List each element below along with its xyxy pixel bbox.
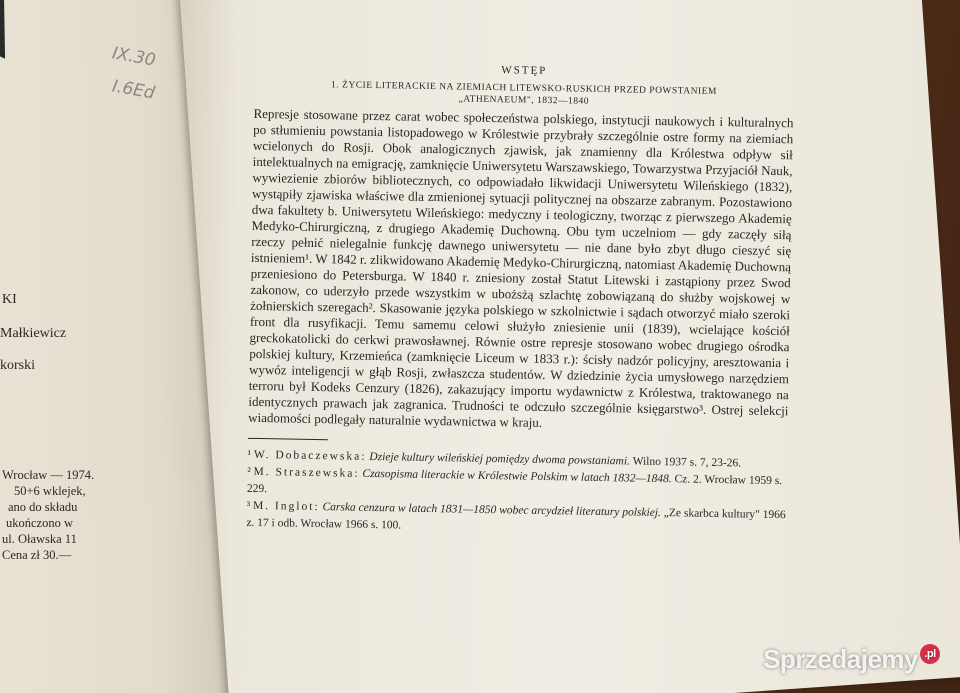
right-page	[178, 0, 960, 693]
left-line: ano do składu	[8, 500, 78, 514]
footnote-details: Wilno 1937 s. 7, 23-26.	[632, 455, 742, 470]
site-watermark	[763, 644, 940, 675]
left-line: KI	[2, 292, 17, 307]
footnote-details: Cz. 2. Wrocław 1959 s. 229.	[246, 473, 783, 496]
footnote-title: Carska cenzura w latach 1831—1850 wobec arcydzieł literatury polskiej.	[322, 501, 662, 520]
section-heading-line2: „ATHENAEUM", 1832—1840	[458, 94, 590, 107]
footnote-author: M. Inglot:	[252, 499, 320, 514]
left-line: 50+6 wklejek,	[14, 484, 86, 498]
watermark-name: Sprzedajemy	[763, 644, 918, 674]
footnote-mark: ¹	[247, 448, 252, 461]
footnote-title: Dzieje kultury wileńskiej pomiędzy dwoma powstaniami.	[369, 450, 631, 468]
footnote-mark: ²	[247, 465, 251, 478]
watermark-tld-badge: .pl	[920, 644, 940, 664]
footnote-mark: ³	[246, 499, 251, 512]
body-paragraph	[248, 106, 794, 435]
footnote-title: Czasopisma literackie w Królestwie Polskim w latach 1832—1848.	[362, 467, 672, 486]
footnote-details: „Ze skarbca kultury" 1966 z. 17 i odb. Wrocław 1966 s. 100.	[246, 507, 786, 532]
dark-corner	[0, 0, 5, 59]
page-content	[246, 60, 794, 541]
footnote-author: W. Dobaczewska:	[253, 448, 367, 463]
footnotes	[246, 447, 787, 541]
paragraph-text: Represje stosowane przez carat wobec społeczeństwa polskiego, instytucji naukowych i kulturalnych po stłumieniu powstania listopadowego w Królestwie przybrały szczególnie ostre formy na ziemiach wcielonych do Rosji. Obok analogicznych zjawisk, jak znamienny dla Królestwa odpływ sił intelektualnych na emigrację, zamknięcie Uniwersytetu Warszawskiego, Towarzystwa Przyjaciół Nauk, wywiezienie zbiorów bibliotecznych, co odpowiadało likwidacji Uniwersytetu Wileńskiego (1832), wystąpiły zjawiska właściwe dla zmienionej sytuacji politycznej na obszarze zabranym. Pozostawiono dwa fakultety b. Uniwersytetu Wileńskiego: medyczny i teologiczny, tworząc z pierwszego Akademię Medyko-Chirurgiczną, z drugiego Akademię Duchowną. Obu tym uczelniom — gdy zaczęły siłą rzeczy pełnić nielegalnie funkcję dawnego uniwersytetu — nie dane było zbyt długo cieszyć się istnieniem¹. W 1842 r. zlikwidowano Akademię Medyko-Chirurgiczną, natomiast Akademię Duchowną przeniesiono do Petersburga. W 1840 r. zniesiony został Statut Litewski i zastąpiony przez Swod zakonow, co uderzyło przede wszystkim w ubożsżą szlachtę zobowiązaną do służby wojskowej w żołnierskich szeregach². Skasowanie języka polskiego w szkolnictwie i sądach otworzyć miało szeroki front dla rusyfikacji. Temu samemu celowi służyło zniesienie unii (1839), wcielające kościół greckokatolicki do cerkwi prawosławnej. Równie ostre represje stosowano wobec drugiego ośrodka polskiej kultury, Krzemieńca (zamknięcie Liceum w 1833 r.): ścisły nadzór policyjny, aresztowania i wywóz inteligencji w głąb Rosji, zwłaszcza studentów. W dziedzinie życia umysłowego narzędziem terroru był Kodeks Cenzury (1826), zakazujący importu wydawnictw z Królestwa, traktowanego na identycznych prawach jak zagranica. Trudności te odczuło szczególnie księgarstwo³. Ostrej selekcji wiadomości podlegały naturalnie wydawnictwa w kraju.	[248, 105, 794, 430]
pencil-note-1: IX.30	[110, 43, 158, 71]
left-line: Małkiewicz	[0, 326, 67, 341]
left-line: korski	[0, 358, 35, 373]
pencil-note-2: I.6Ed	[110, 76, 157, 104]
left-line: ul. Oławska 11	[2, 532, 77, 546]
footnote-rule	[248, 438, 328, 440]
chapter-heading: WSTĘP	[501, 64, 548, 77]
footnote-author: M. Straszewska:	[253, 465, 360, 480]
section-heading-line1: 1. ŻYCIE LITERACKIE NA ZIEMIACH LITEWSKO-RUSKICH PRZED POWSTANIEM	[331, 80, 717, 97]
left-line: ukończono w	[6, 516, 73, 530]
left-line: Wrocław — 1974.	[2, 468, 95, 482]
left-line: Cena zł 30.—	[2, 548, 72, 562]
